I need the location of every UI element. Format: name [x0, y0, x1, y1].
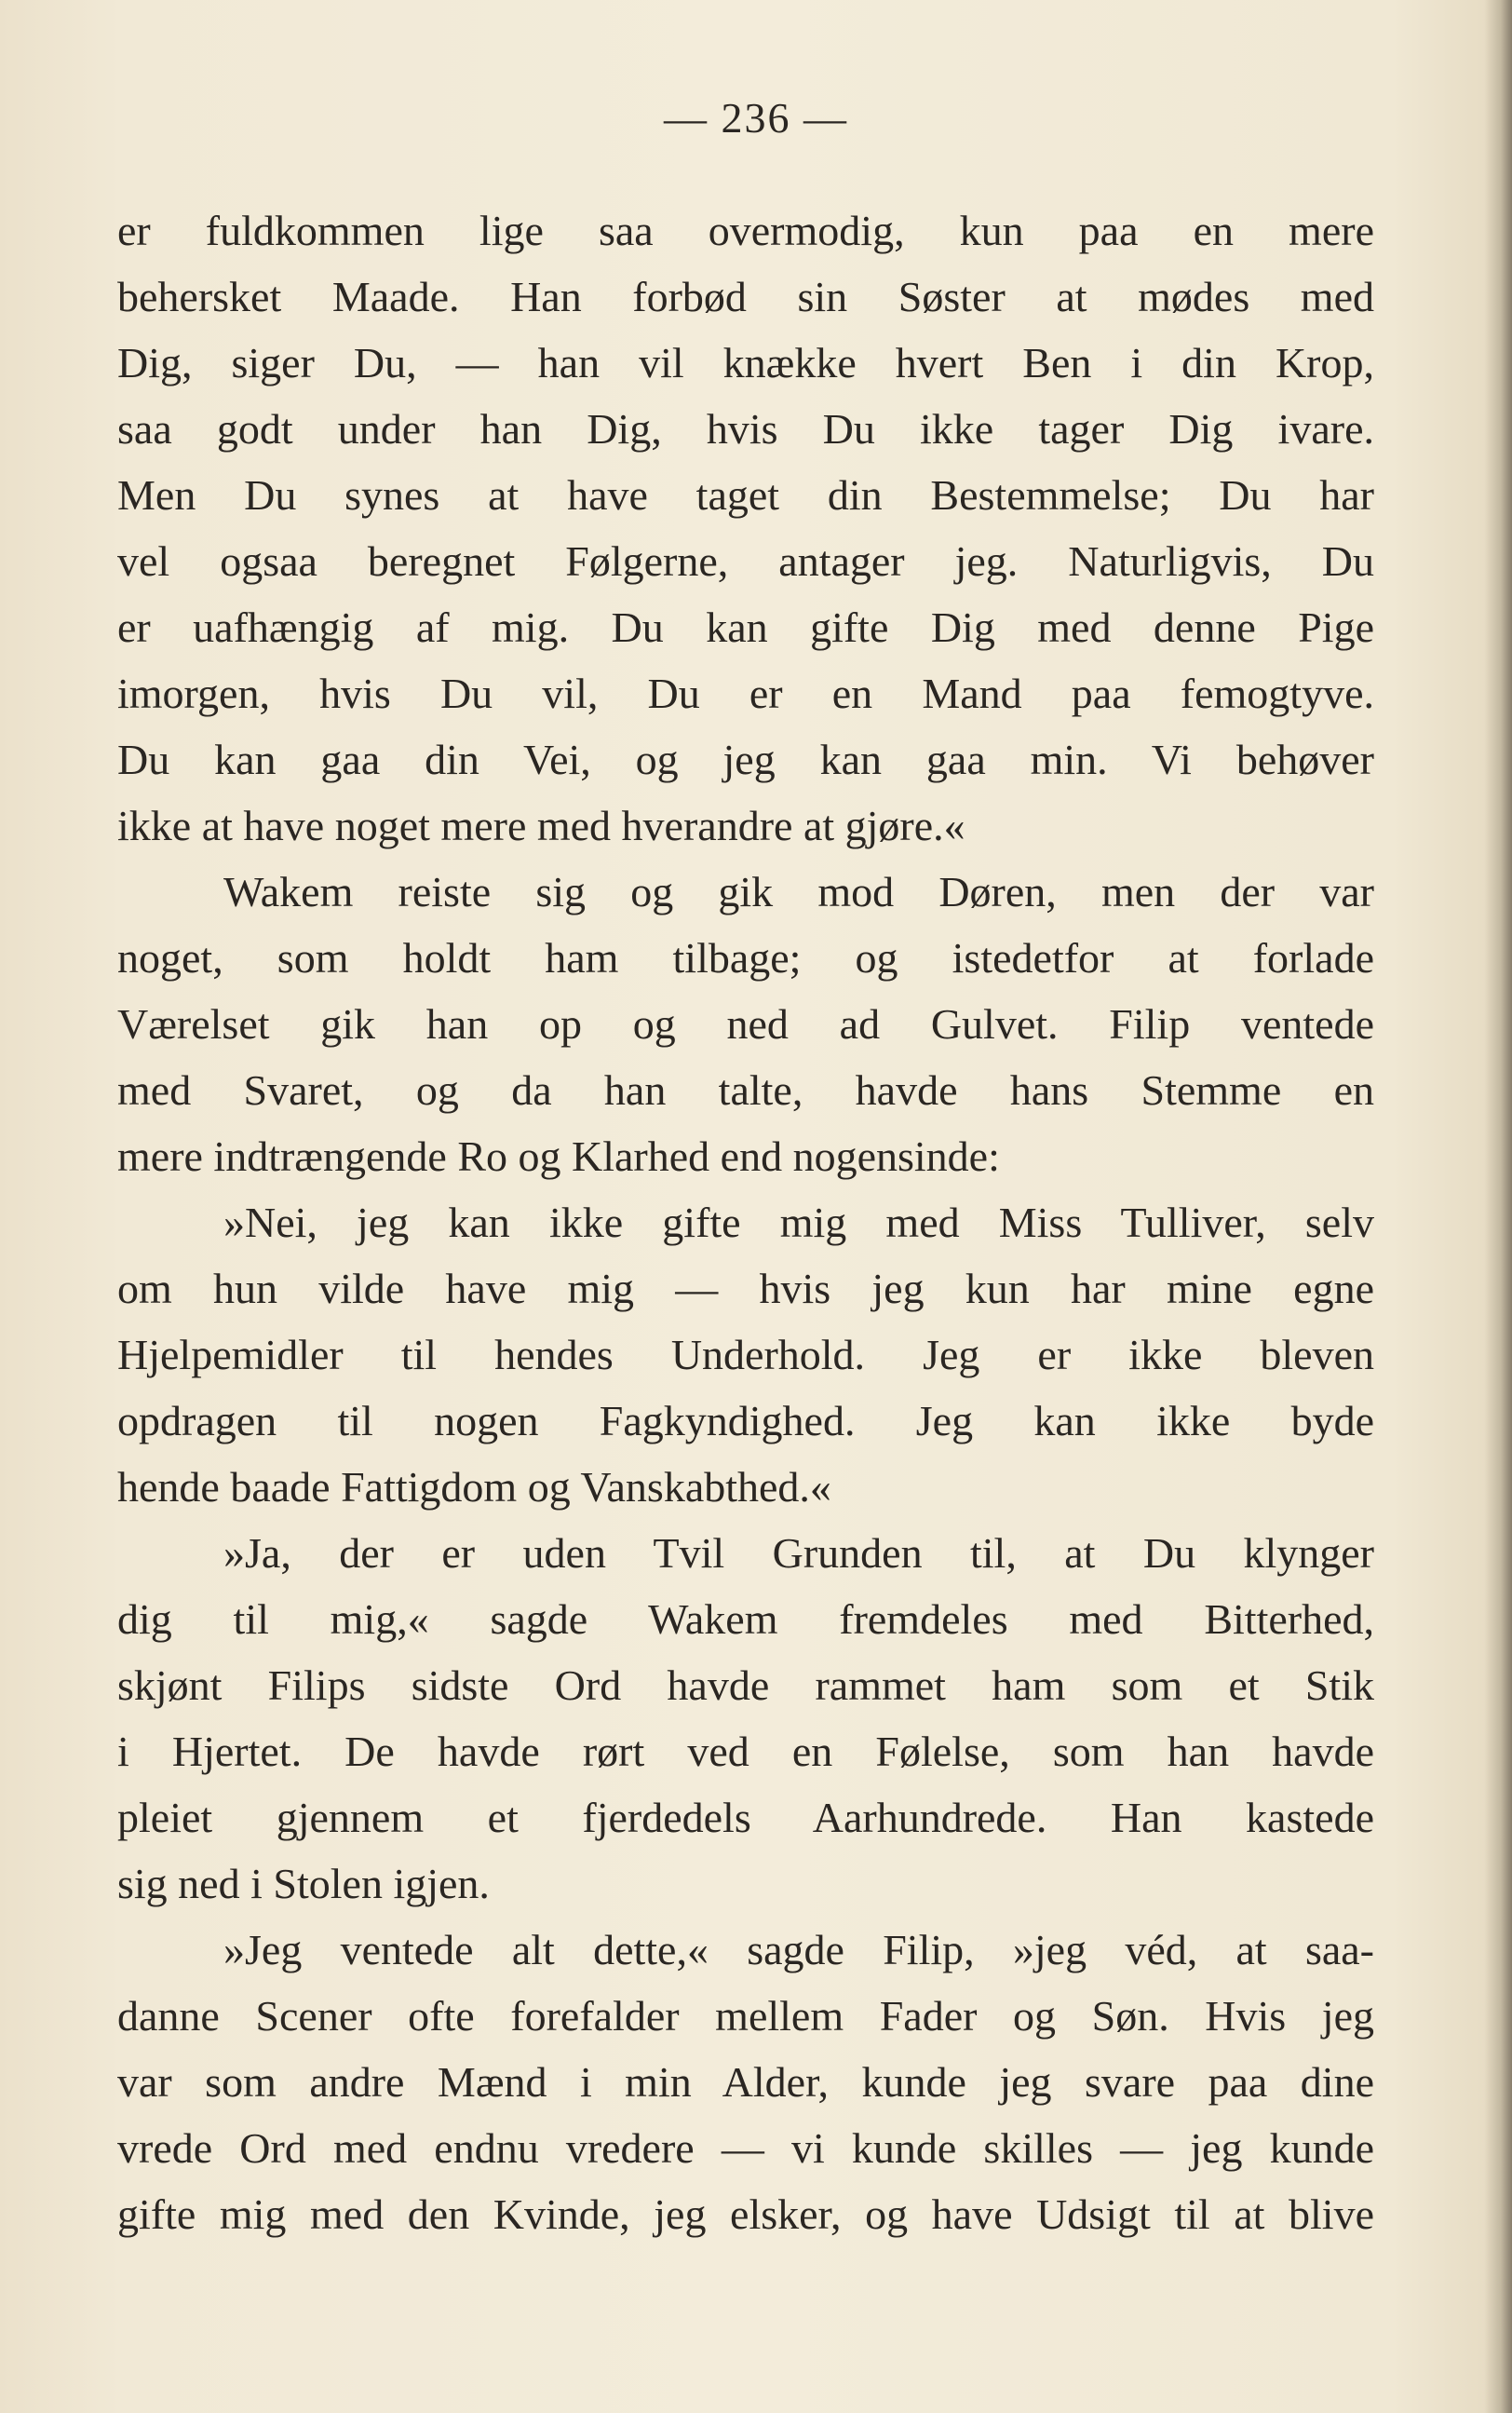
text-line: i Hjertet. De havde rørt ved en Følelse, som han havde [117, 1728, 1374, 1775]
text-line: Hjelpemidler til hendes Underhold. Jeg er ikke bleven [117, 1331, 1374, 1378]
text-line: »Nei, jeg kan ikke gifte mig med Miss Tulliver, selv [223, 1199, 1374, 1246]
page-number: — 236 — [664, 94, 848, 142]
text-line: om hun vilde have mig — hvis jeg kun har mine egne [117, 1265, 1374, 1312]
text-line: hende baade Fattigdom og Vanskabthed.« [117, 1463, 831, 1511]
body-text [117, 197, 1374, 2247]
text-line: sig ned i Stolen igjen. [117, 1860, 490, 1907]
page-edge-shadow [1484, 0, 1512, 2413]
text-line: dig til mig,« sagde Wakem fremdeles med Bitterhed, [117, 1595, 1374, 1643]
text-line: saa godt under han Dig, hvis Du ikke tager Dig ivare. [117, 405, 1374, 453]
text-line: Dig, siger Du, — han vil knække hvert Ben i din Krop, [117, 339, 1374, 386]
text-line: gifte mig med den Kvinde, jeg elsker, og have Udsigt til at blive [117, 2190, 1374, 2238]
text-line: skjønt Filips sidste Ord havde rammet ham som et Stik [117, 1661, 1374, 1709]
text-line: Wakem reiste sig og gik mod Døren, men der var [223, 868, 1374, 915]
text-line: danne Scener ofte forefalder mellem Fader og Søn. Hvis jeg [117, 1992, 1374, 2040]
text-line: ikke at have noget mere med hverandre at gjøre.« [117, 802, 965, 849]
text-line: opdragen til nogen Fagkyndighed. Jeg kan ikke byde [117, 1397, 1374, 1444]
text-line: mere indtrængende Ro og Klarhed end nogensinde: [117, 1132, 1000, 1180]
text-line: noget, som holdt ham tilbage; og istedetfor at forlade [117, 934, 1374, 982]
text-line: er fuldkommen lige saa overmodig, kun paa en mere [117, 207, 1374, 254]
text-line: behersket Maade. Han forbød sin Søster at mødes med [117, 273, 1374, 320]
text-line: »Jeg ventede alt dette,« sagde Filip, »jeg véd, at saa- [223, 1926, 1374, 1973]
text-line: imorgen, hvis Du vil, Du er en Mand paa femogtyve. [117, 670, 1374, 717]
text-line: er uafhængig af mig. Du kan gifte Dig med denne Pige [117, 603, 1374, 651]
text-line: vel ogsaa beregnet Følgerne, antager jeg. Naturligvis, Du [117, 537, 1374, 585]
text-line: Værelset gik han op og ned ad Gulvet. Filip ventede [117, 1000, 1374, 1048]
text-line: »Ja, der er uden Tvil Grunden til, at Du klynger [223, 1529, 1374, 1577]
text-line: Men Du synes at have taget din Bestemmelse; Du har [117, 471, 1374, 519]
text-line: pleiet gjennem et fjerdedels Aarhundrede. Han kastede [117, 1794, 1374, 1841]
text-line: vrede Ord med endnu vredere — vi kunde skilles — jeg kunde [117, 2124, 1374, 2172]
text-line: med Svaret, og da han talte, havde hans Stemme en [117, 1066, 1374, 1114]
text-line: Du kan gaa din Vei, og jeg kan gaa min. Vi behøver [117, 736, 1374, 783]
text-line: var som andre Mænd i min Alder, kunde jeg svare paa dine [117, 2058, 1374, 2106]
